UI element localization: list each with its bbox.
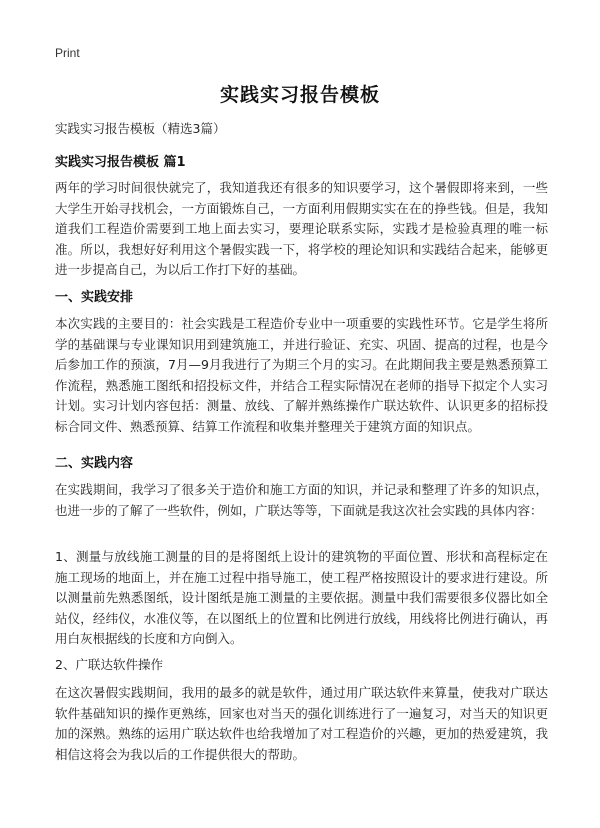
heading-practice-arrangement: 一、实践安排: [55, 290, 134, 305]
document-subtitle: 实践实习报告模板（精选3篇）: [55, 121, 226, 136]
paragraph-software: 在这次暑假实践期间，我用的最多的就是软件，通过用广联达软件来算量，使我对广联达软件基础知识的操作更熟练，回家也对当天的强化训练进行了一遍复习，对当天的知识更加的深熟。熟练的运用广联达软件也给我增加了对工程造价的兴趣，更加的热爱建筑，我相信这将会为我以后的工作提供很大的帮助。: [55, 685, 548, 762]
document-title: 实践实习报告模板: [219, 84, 380, 106]
intro-paragraph: 两年的学习时间很快就完了，我知道我还有很多的知识要学习，这个暑假即将来到，一些大学生开始寻找机会，一方面锻炼自己，一方面利用假期实实在在的挣些钱。但是，我知道我们工程造价需要到工地上面去实习，要理论联系实际，实践才是检验真理的唯一标准。所以，我想好好利用这个暑假实践一下，将学校的理论知识和实践结合起来，能够更进一步提高自己，为以后工作打下好的基础。: [55, 180, 548, 278]
paragraph-practice-content: 在实践期间，我学习了很多关于造价和施工方面的知识，并记录和整理了许多的知识点，也进一步的了解了一些软件，例如，广联达等等，下面就是我这次社会实践的具体内容：: [55, 482, 548, 518]
paragraph-practice-arrangement: 本次实践的主要目的：社会实践是工程造价专业中一项重要的实践性环节。它是学生将所学的基础课与专业课知识用到建筑施工，并进行验证、充实、巩固、提高的过程，也是今后参加工作的预演，7月—9月我进行了为期三个月的实习。在此期间我主要是熟悉预算工作流程，熟悉施工图纸和招投标文件，并结合工程实际情况在老师的指导下拟定个人实习计划。实习计划内容包括：测量、放线、了解并熟练操作广联达软件、认识更多的招标投标合同文件、熟悉预算、结算工作流程和收集并整理关于建筑方面的知识点。: [55, 316, 548, 434]
print-label: Print: [55, 46, 80, 60]
section-title: 实践实习报告模板 篇1: [55, 155, 186, 170]
paragraph-measurement: 1、测量与放线施工测量的目的是将图纸上设计的建筑物的平面位置、形状和高程标定在施工现场的地面上，并在施工过程中指导施工，使工程严格按照设计的要求进行建设。所以测量前先熟悉图纸，设计图纸是施工测量的主要依据。测量中我们需要很多仪器比如全站仪，经纬仪，水准仪等，在以图纸上的位置和比例进行放线，用线将比例进行确认，再用白灰根据线的长度和方向倒入。: [55, 549, 548, 647]
item-software-title: 2、广联达软件操作: [55, 657, 163, 672]
heading-practice-content: 二、实践内容: [55, 456, 134, 471]
